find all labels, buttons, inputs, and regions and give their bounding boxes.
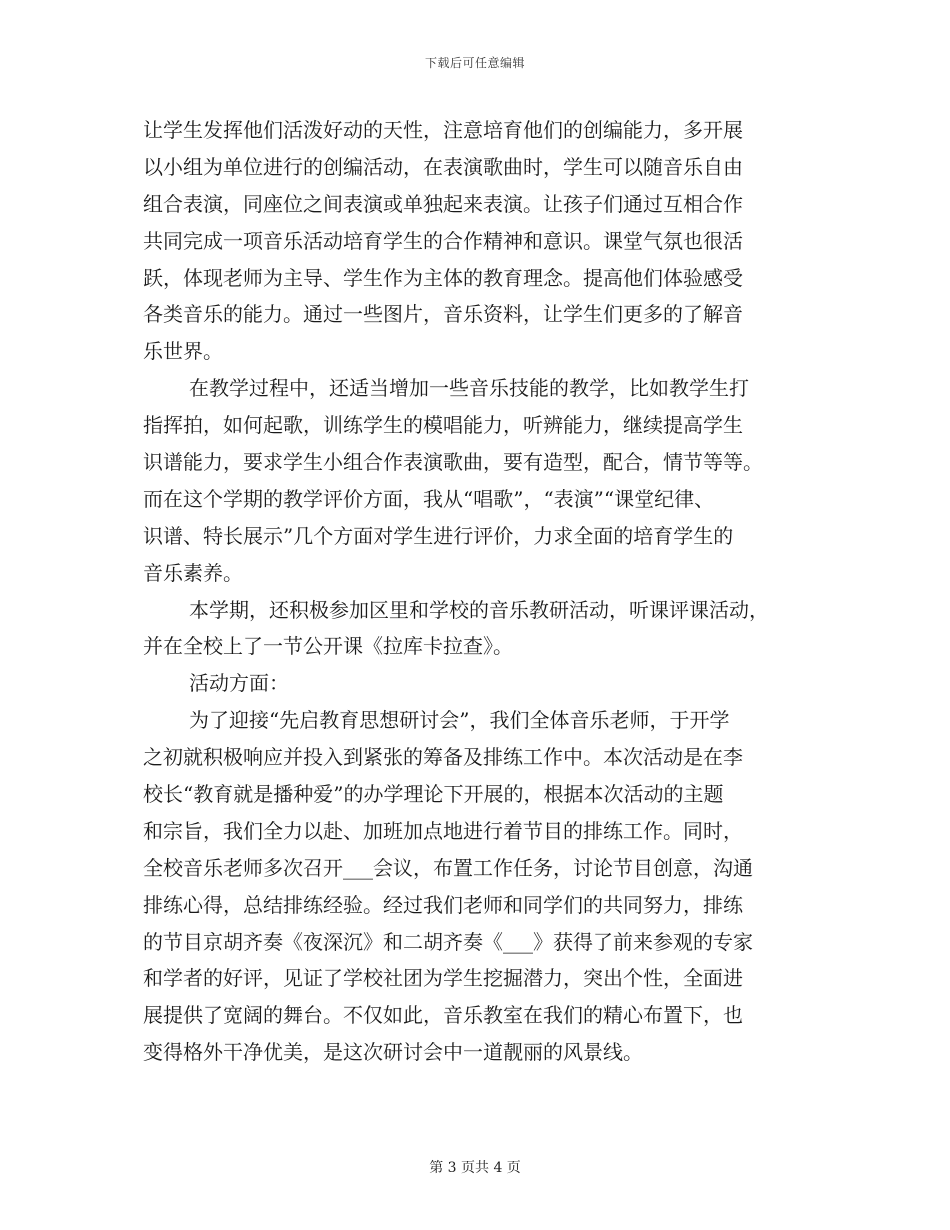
text-line: 排练心得，总结排练经验。经过我们老师和同学们的共同努力，排练 [143,892,743,917]
page-number: 第 3 页共 4 页 [429,1160,521,1176]
text-line: 和学者的好评，见证了学校社团为学生挖掘潜力，突出个性，全面进 [143,966,743,991]
paragraph-first-line: 本学期，还积极参加区里和学校的音乐教研活动，听课评课活动， [189,597,769,622]
text-line: 乐世界。 [143,339,223,364]
text-line: 让学生发挥他们活泼好动的天性，注意培育他们的创编能力，多开展 [143,118,743,142]
text-line: 跃，体现老师为主导、学生作为主体的教育理念。提高他们体验感受 [143,265,743,290]
text-line: 识谱、特长展示”几个方面对学生进行评价，力求全面的培育学生的 [143,523,734,548]
text-line: 和宗旨，我们全力以赴、加班加点地进行着节目的排练工作。同时， [143,818,743,843]
paragraph-first-line: 为了迎接“先启教育思想研讨会”，我们全体音乐老师，于开学 [189,708,730,733]
text-line: 组合表演，同座位之间表演或单独起来表演。让孩子们通过互相合作 [143,191,743,216]
paragraph-first-line: 在教学过程中，还适当增加一些音乐技能的教学，比如教学生打 [189,376,749,401]
text-line: 全校音乐老师多次召开___会议，布置工作任务，讨论节目创意，沟通 [143,855,753,880]
text-line: 指挥拍，如何起歌，训练学生的模唱能力，听辨能力，继续提高学生 [143,413,743,438]
page-header: 下载后可任意编辑 [424,56,525,70]
text-line: 音乐素养。 [143,560,243,585]
text-line: 识谱能力，要求学生小组合作表演歌曲，要有造型，配合，情节等等。 [143,450,763,475]
text-line: 之初就积极响应并投入到紧张的筹备及排练工作中。本次活动是在李 [143,745,743,770]
text-line: 的节目京胡齐奏《夜深沉》和二胡齐奏《___》获得了前来参观的专家 [143,929,753,954]
section-heading: 活动方面： [189,671,289,696]
text-line: 以小组为单位进行的创编活动，在表演歌曲时，学生可以随音乐自由 [143,154,743,179]
text-line: 变得格外干净优美，是这次研讨会中一道靓丽的风景线。 [143,1040,643,1065]
text-line: 并在全校上了一节公开课《拉库卡拉查》。 [143,634,513,659]
text-line: 展提供了宽阔的舞台。不仅如此，音乐教室在我们的精心布置下，也 [143,1003,743,1028]
text-line: 各类音乐的能力。通过一些图片，音乐资料，让学生们更多的了解音 [143,302,743,327]
text-line: 而在这个学期的教学评价方面，我从“唱歌”，“表演”“课堂纪律、 [143,486,715,511]
text-line: 校长“教育就是播种爱”的办学理论下开展的，根据本次活动的主题 [143,782,724,807]
document-body [143,112,808,1071]
text-line: 共同完成一项音乐活动培育学生的合作精神和意识。课堂气氛也很活 [143,228,743,253]
